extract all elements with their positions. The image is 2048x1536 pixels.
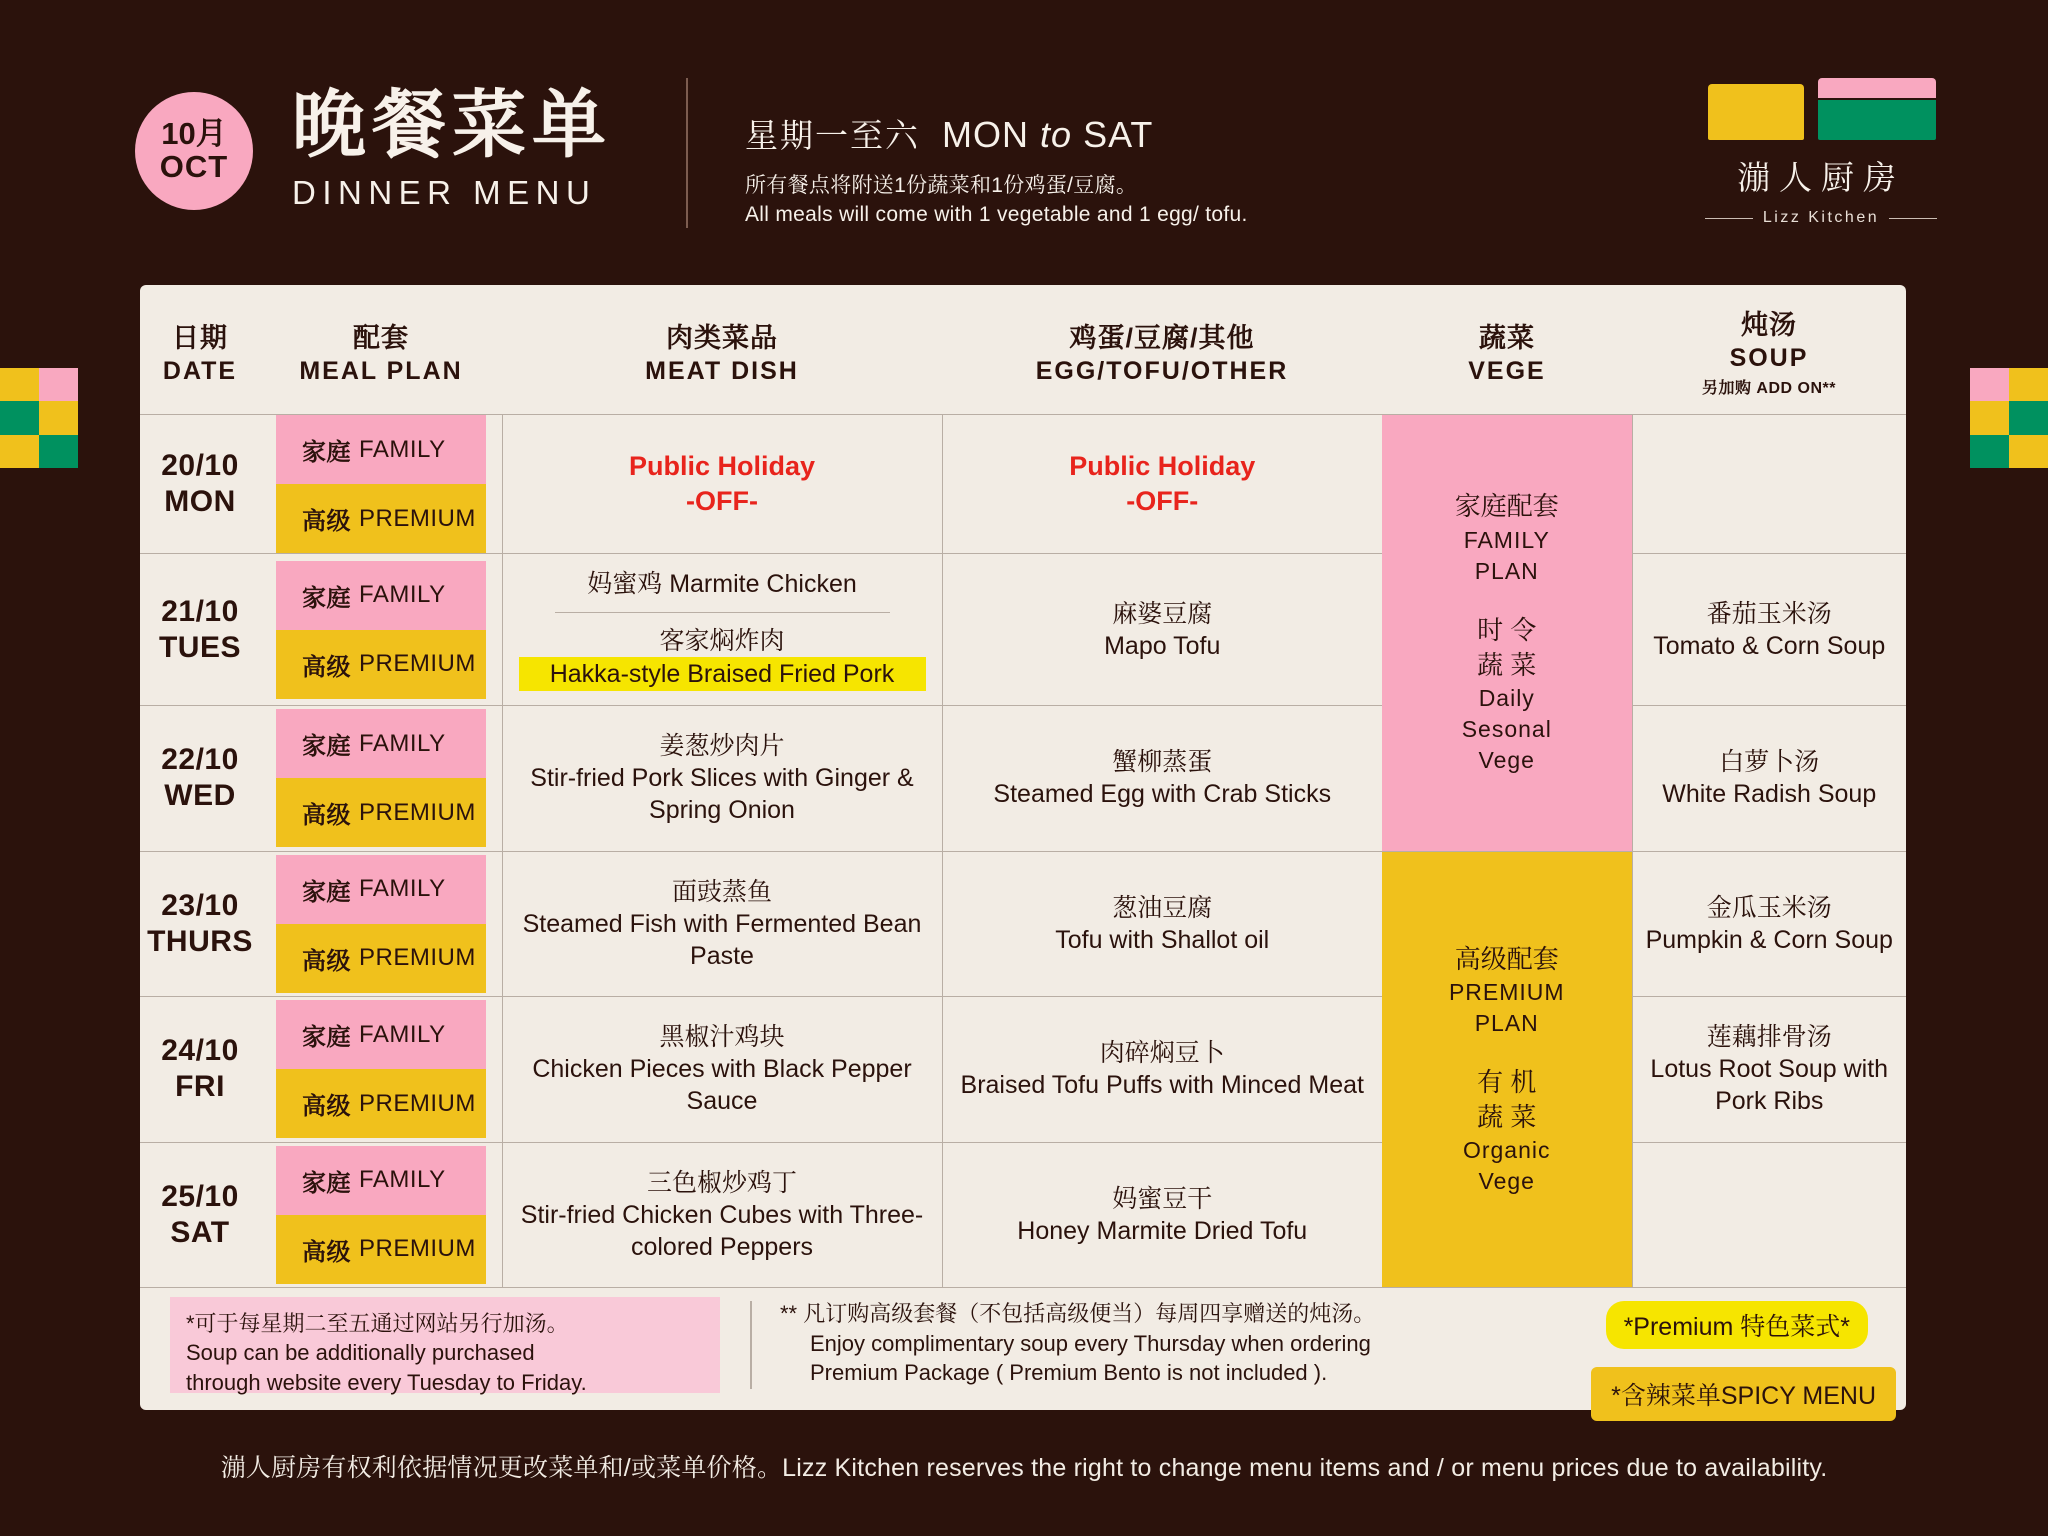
plan-premium-cn: 高级 [302, 947, 351, 975]
weekday-value: THURS [147, 924, 253, 958]
soup-cell-mon [1632, 415, 1906, 554]
logo-text-en: Lizz Kitchen [1762, 209, 1880, 226]
plan-chip-family [276, 855, 486, 924]
column-header-meat-dish [502, 285, 942, 414]
column-header-soup-addon: 另加购 ADD ON** [1701, 380, 1836, 397]
plan-family-cn: 家庭 [302, 1169, 351, 1197]
egg-dish-en: Steamed Egg with Crab Sticks [993, 780, 1332, 809]
soup-line-en: Lotus Root Soup with Pork Ribs [1650, 1055, 1889, 1116]
logo-text-en-wrap [1690, 209, 1952, 227]
plan-chip-family [276, 1000, 486, 1069]
complimentary-soup-note-en1: Enjoy complimentary soup every Thursday when ordering [810, 1330, 1371, 1356]
table-header-row [140, 285, 1906, 414]
soup-line-cn: 番茄玉米汤 [1706, 599, 1832, 628]
column-header-egg-tofu-en: EGG/TOFU/OTHER [1035, 356, 1289, 385]
plan-cell-fri [260, 997, 502, 1142]
plan-chip-premium [276, 1215, 486, 1284]
egg-dish-tues [942, 554, 1382, 706]
table-row [140, 415, 1906, 554]
soup-line-cn: 金瓜玉米汤 [1706, 893, 1832, 922]
plan-premium-cn: 高级 [302, 653, 351, 681]
vege-family-cell [1382, 415, 1632, 851]
column-header-vege-en: VEGE [1468, 356, 1546, 385]
brand-logo [1690, 78, 1952, 226]
meat-dish-fri [502, 997, 942, 1142]
date-value: 25/10 [161, 1179, 239, 1213]
egg-dish-en: Honey Marmite Dried Tofu [1017, 1216, 1308, 1245]
soup-cell-sat [1632, 1142, 1906, 1287]
plan-premium-cn: 高级 [302, 802, 351, 830]
table-row [140, 1142, 1906, 1287]
meat-dish-mon [502, 415, 942, 554]
column-header-soup [1632, 285, 1906, 414]
days-label-cn: 星期一至六 [745, 117, 920, 154]
column-header-meal-plan-en: MEAL PLAN [299, 356, 463, 385]
notes-divider [750, 1301, 752, 1389]
vege-premium-item-cn1: 有 机 [1477, 1066, 1537, 1097]
plan-chip-family [276, 561, 486, 630]
column-header-vege-cn: 蔬菜 [1479, 322, 1535, 353]
plan-cell-wed [260, 706, 502, 851]
vege-family-item-en1: Daily [1478, 684, 1535, 711]
footer-notes [140, 1297, 1906, 1410]
logo-rule-left [1705, 218, 1753, 219]
soup-cell-wed [1632, 706, 1906, 851]
vege-family-title-en1: FAMILY [1463, 526, 1550, 553]
plan-cell-tues [260, 554, 502, 706]
header-divider [686, 78, 688, 228]
vege-family-title-en2: PLAN [1474, 557, 1539, 584]
soup-cell-tues [1632, 554, 1906, 706]
vege-premium-title-en2: PLAN [1474, 1009, 1539, 1036]
column-header-date-en: DATE [162, 356, 238, 385]
column-header-meal-plan-cn: 配套 [353, 322, 409, 353]
days-label-en [942, 114, 1153, 156]
egg-dish-en: Braised Tofu Puffs with Minced Meat [960, 1071, 1364, 1100]
vege-family-item-cn1: 时 令 [1477, 614, 1537, 645]
plan-premium-cn: 高级 [302, 508, 351, 535]
days-start: MON [942, 114, 1029, 155]
plan-family-cn: 家庭 [302, 733, 351, 761]
soup-line-cn: 莲藕排骨汤 [1706, 1023, 1832, 1052]
soup-purchase-note-en2: through website every Tuesday to Friday. [186, 1369, 587, 1395]
meat-dish-thurs [502, 851, 942, 996]
table-row [140, 706, 1906, 851]
vege-premium-item-en2: Vege [1478, 1167, 1535, 1194]
soup-cell-fri [1632, 997, 1906, 1142]
vege-premium-title-cn: 高级配套 [1454, 943, 1559, 974]
egg-dish-wed [942, 706, 1382, 851]
meat-dish-en: Marmite Chicken [669, 570, 857, 598]
plan-family-cn: 家庭 [302, 584, 351, 612]
plan-chip-premium [276, 1069, 486, 1138]
soup-purchase-note-cn: *可于每星期二至五通过网站另行加汤。 [186, 1311, 569, 1336]
menu-card [140, 285, 1906, 1410]
column-header-meal-plan [260, 285, 502, 414]
egg-dish-cn: 肉碎焖豆卜 [1099, 1039, 1225, 1068]
date-value: 20/10 [161, 449, 239, 482]
header-subtitle [745, 110, 1248, 227]
plan-premium-en: PREMIUM [359, 798, 476, 826]
date-value: 24/10 [161, 1034, 239, 1068]
meat-dish-cn: 姜葱炒肉片 [659, 732, 785, 761]
logo-mark-icon [1690, 78, 1952, 140]
egg-dish-line1: Public Holiday [1069, 450, 1256, 481]
vege-premium-item-cn2: 蔬 菜 [1477, 1101, 1537, 1132]
footer-rule [140, 1287, 1906, 1288]
plan-chip-premium [276, 924, 486, 993]
plan-premium-cn: 高级 [302, 1238, 351, 1266]
column-header-soup-en: SOUP [1729, 344, 1809, 372]
vege-premium-title-en1: PREMIUM [1448, 978, 1565, 1005]
meat-dish-family [519, 568, 926, 600]
weekday-value: WED [164, 779, 236, 813]
complimentary-soup-note-en2: Premium Package ( Premium Bento is not included ). [810, 1360, 1328, 1386]
soup-purchase-note-en1: Soup can be additionally purchased [186, 1340, 535, 1366]
egg-dish-line2: -OFF- [1126, 486, 1199, 516]
header-note-cn: 所有餐点将附送1份蔬菜和1份鸡蛋/豆腐。 [745, 174, 1138, 197]
plan-premium-en: PREMIUM [359, 650, 476, 677]
plan-family-cn: 家庭 [302, 1024, 351, 1052]
meat-dish-en: Chicken Pieces with Black Pepper Sauce [532, 1055, 912, 1116]
plan-chip-family [276, 415, 486, 484]
meat-dish-en: Stir-fried Chicken Cubes with Three-colored Peppers [520, 1200, 924, 1261]
plan-family-en: FAMILY [359, 875, 446, 903]
egg-dish-en: Mapo Tofu [1104, 631, 1221, 660]
column-header-meat-dish-en: MEAT DISH [645, 356, 799, 385]
column-header-egg-tofu [942, 285, 1382, 414]
row-date-sat [140, 1142, 260, 1287]
vege-family-item-en3: Vege [1478, 746, 1535, 773]
plan-chip-premium [276, 484, 486, 553]
egg-dish-cn: 妈蜜豆干 [1112, 1184, 1213, 1213]
complimentary-soup-note [780, 1299, 1440, 1388]
soup-line-cn: 白萝卜汤 [1719, 748, 1820, 777]
column-header-date [140, 285, 260, 414]
note-stars: ** [780, 1301, 798, 1326]
meat-dish-tues [502, 554, 942, 706]
vege-family-item-cn2: 蔬 菜 [1477, 649, 1537, 680]
plan-chip-premium [276, 778, 486, 847]
plan-chip-premium [276, 630, 486, 699]
logo-rule-right [1889, 218, 1937, 219]
plan-chip-family [276, 709, 486, 778]
weekday-value: TUES [158, 630, 241, 664]
date-value: 23/10 [161, 888, 239, 922]
soup-purchase-note [170, 1297, 720, 1393]
plan-premium-en: PREMIUM [359, 944, 476, 972]
meat-dish-separator [555, 612, 890, 613]
egg-dish-sat [942, 1142, 1382, 1287]
premium-special-badge: *Premium 特色菜式* [1606, 1301, 1868, 1349]
plan-premium-en: PREMIUM [359, 504, 476, 532]
row-date-tues [140, 554, 260, 706]
header-note-en: All meals will come with 1 vegetable and 1 egg/ tofu. [745, 203, 1248, 226]
table-row [140, 997, 1906, 1142]
egg-dish-thurs [942, 851, 1382, 996]
plan-cell-thurs [260, 851, 502, 996]
plan-family-en: FAMILY [359, 1166, 446, 1194]
vege-family-title-cn: 家庭配套 [1454, 491, 1559, 522]
plan-family-en: FAMILY [359, 729, 446, 757]
days-connector: to [1040, 114, 1073, 155]
column-header-date-cn: 日期 [172, 322, 228, 353]
egg-dish-en: Tofu with Shallot oil [1055, 925, 1270, 954]
meat-dish-en: Stir-fried Pork Slices with Ginger & Spring Onion [530, 764, 914, 825]
plan-cell-mon [260, 415, 502, 554]
vege-premium-item-en1: Organic [1462, 1136, 1551, 1163]
egg-dish-cn: 蟹柳蒸蛋 [1112, 748, 1213, 777]
date-value: 21/10 [161, 594, 239, 628]
complimentary-soup-note-cn: 凡订购高级套餐（不包括高级便当）每周四享赠送的炖汤。 [803, 1301, 1376, 1326]
plan-family-en: FAMILY [359, 435, 446, 463]
plan-premium-cn: 高级 [302, 1093, 351, 1121]
plan-premium-en: PREMIUM [359, 1235, 476, 1263]
date-value: 22/10 [161, 743, 239, 777]
meat-dish-cn: 面豉蒸鱼 [671, 877, 772, 906]
page-title-en: DINNER MENU [292, 174, 597, 211]
vege-premium-cell [1382, 851, 1632, 1287]
meat-dish-cn: 三色椒炒鸡丁 [646, 1168, 797, 1197]
meat-dish-en: Steamed Fish with Fermented Bean Paste [522, 909, 922, 970]
table-row [140, 851, 1906, 996]
plan-cell-sat [260, 1142, 502, 1287]
row-date-wed [140, 706, 260, 851]
decoration-left [0, 368, 78, 468]
soup-line-en: Tomato & Corn Soup [1653, 631, 1886, 660]
row-date-mon [140, 415, 260, 554]
page-title [292, 83, 612, 212]
meat-dish-premium-en: Hakka-style Braised Fried Pork [519, 657, 926, 691]
days-end: SAT [1083, 114, 1154, 155]
soup-line-en: Pumpkin & Corn Soup [1645, 925, 1893, 954]
column-header-soup-cn: 炖汤 [1741, 310, 1797, 340]
egg-dish-mon [942, 415, 1382, 554]
row-date-fri [140, 997, 260, 1142]
poster-header [0, 0, 2048, 272]
soup-cell-thurs [1632, 851, 1906, 996]
egg-dish-cn: 葱油豆腐 [1112, 893, 1213, 922]
meat-dish-cn: 妈蜜鸡 [587, 570, 663, 598]
table-row [140, 554, 1906, 706]
month-label-cn: 10月 [161, 116, 227, 152]
soup-line-en: White Radish Soup [1662, 780, 1877, 809]
meat-dish-wed [502, 706, 942, 851]
meat-dish-line1: Public Holiday [628, 450, 816, 481]
decoration-right [1970, 368, 2048, 468]
month-badge [135, 92, 253, 210]
plan-family-en: FAMILY [359, 1020, 446, 1048]
month-label-en: OCT [159, 149, 229, 184]
column-header-vege [1382, 285, 1632, 414]
page-title-cn: 晚餐菜单 [292, 83, 612, 166]
logo-text-cn: 漰人厨房 [1737, 159, 1905, 196]
row-date-thurs [140, 851, 260, 996]
plan-family-en: FAMILY [359, 581, 446, 608]
meat-dish-premium [519, 625, 926, 691]
meat-dish-cn: 黑椒汁鸡块 [659, 1023, 785, 1052]
meat-dish-premium-cn: 客家焖炸肉 [659, 627, 785, 655]
weekday-value: FRI [175, 1070, 225, 1104]
disclaimer-text: 漰人厨房有权利依据情况更改菜单和/或菜单价格。Lizz Kitchen reserves the right to change menu items and / or menu prices due to availability. [220, 1454, 1828, 1482]
column-header-egg-tofu-cn: 鸡蛋/豆腐/其他 [1069, 322, 1255, 353]
weekday-value: MON [164, 485, 236, 518]
plan-family-cn: 家庭 [302, 439, 351, 466]
weekday-value: SAT [170, 1215, 230, 1249]
egg-dish-cn: 麻婆豆腐 [1112, 599, 1213, 628]
plan-premium-en: PREMIUM [359, 1089, 476, 1117]
plan-chip-family [276, 1146, 486, 1215]
column-header-meat-dish-cn: 肉类菜品 [666, 322, 778, 353]
egg-dish-fri [942, 997, 1382, 1142]
plan-family-cn: 家庭 [302, 878, 351, 906]
menu-table [140, 285, 1906, 1288]
spicy-menu-badge: *含辣菜单SPICY MENU [1591, 1367, 1896, 1421]
vege-family-item-en2: Sesonal [1461, 715, 1552, 742]
meat-dish-line2: -OFF- [686, 486, 758, 516]
meat-dish-sat [502, 1142, 942, 1287]
